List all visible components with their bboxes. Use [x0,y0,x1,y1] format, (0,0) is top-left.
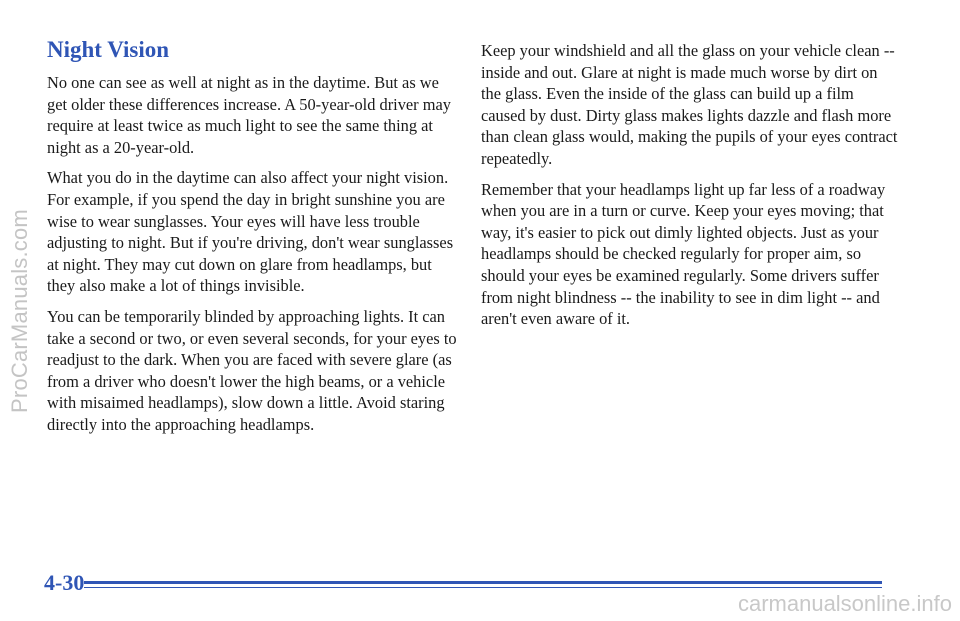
section-title: Night Vision [47,37,170,62]
footer-rule-thin [84,587,882,588]
left-paragraph-3: You can be temporarily blinded by approaching lights. It can take a second or two, or even several seconds, for your eyes to readjust to the dark. When you are faced with severe glare (as from a driver who doesn't lower the high beams, or a vehicle with misaimed headlamps), slow down a little. Avoid staring directly into the approaching headlamps. [47,306,457,434]
side-watermark [4,0,36,621]
left-paragraph-1: No one can see as well at night as in the daytime. But as we get older these differences increase. A 50-year-old driver may require at least twice as much light to see the same thing at night as a 20-year-old. [47,73,451,157]
right-paragraph-2: Remember that your headlamps light up far less of a roadway when you are in a turn or curve. Keep your eyes moving; that way, it's easier to pick out dimly lighted objects. Just as your headlamps should be checked regularly for proper aim, so should your eyes be examined regularly. Some drivers suffer from night blindness -- the inability to see in dim light -- and aren't even aware of it. [481,179,886,329]
right-column [481,40,901,339]
page-number: 4-30 [44,570,85,595]
bottom-watermark: carmanualsonline.info [737,591,952,616]
side-watermark-text: ProCarManuals.com [7,208,33,413]
left-column [47,36,457,445]
footer-rule-thick [84,581,882,584]
left-paragraph-2: What you do in the daytime can also affect your night vision. For example, if you spend the day in bright sunshine you are wise to wear sunglasses. Your eyes will have less trouble adjusting to night. But if you're driving, don't wear sunglasses at night. They may cut down on glare from headlamps, but they also make a lot of things invisible. [47,168,454,296]
right-paragraph-1: Keep your windshield and all the glass on your vehicle clean -- inside and out. Glare at night is made much worse by dirt on the glass. Even the inside of the glass can build up a film caused by dust. Dirty glass makes lights dazzle and flash more than clean glass would, making the pupils of your eyes contract repeatedly. [481,41,898,168]
